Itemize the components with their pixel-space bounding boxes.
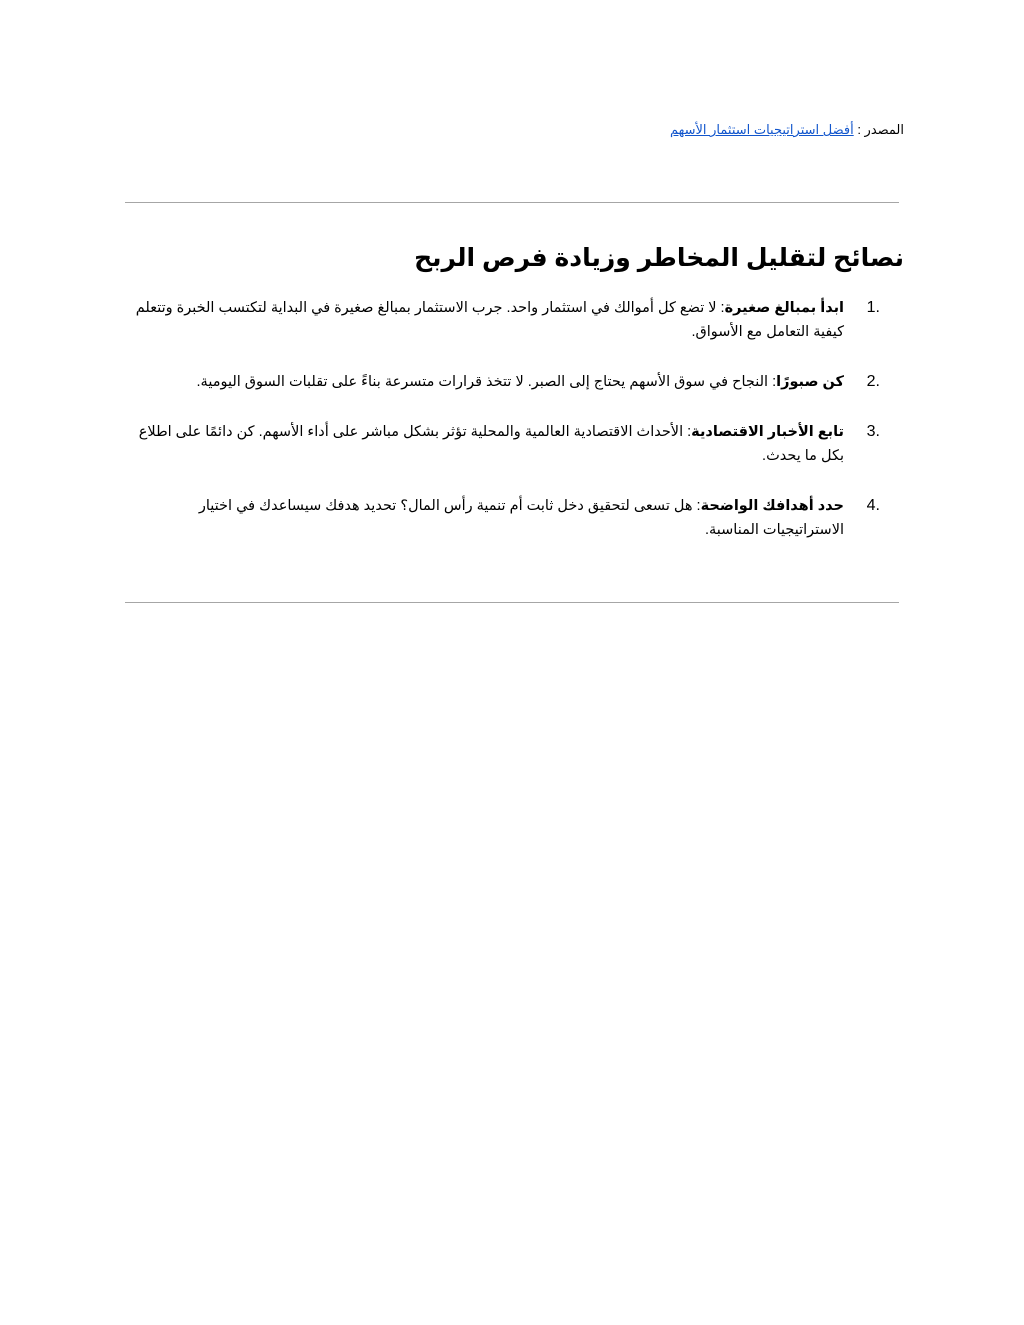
source-line xyxy=(670,121,904,139)
list-item-title: تابع الأخبار الاقتصادية xyxy=(691,424,844,440)
top-divider xyxy=(125,202,899,203)
source-label: المصدر : xyxy=(857,122,904,137)
section-heading: نصائح لتقليل المخاطر وزيادة فرص الربح xyxy=(414,244,904,272)
list-item-title: حدد أهدافك الواضحة xyxy=(700,498,844,514)
list-item-number: 2. xyxy=(866,373,880,390)
tips-list xyxy=(124,296,904,568)
list-item-title: كن صبورًا xyxy=(776,374,844,390)
list-item xyxy=(124,370,904,394)
list-item xyxy=(124,494,904,542)
list-item-title: ابدأ بمبالغ صغيرة xyxy=(724,300,844,316)
list-item-number: 3. xyxy=(866,423,880,440)
list-item-number: 1. xyxy=(866,299,880,316)
list-item-text: : الأحداث الاقتصادية العالمية والمحلية تؤثر بشكل مباشر على أداء الأسهم. كن دائمًا على اطلاع بكل ما يحدث. xyxy=(138,424,844,464)
list-item-text: : النجاح في سوق الأسهم يحتاج إلى الصبر. لا تتخذ قرارات متسرعة بناءً على تقلبات السوق اليومية. xyxy=(196,374,777,390)
list-item-text: : هل تسعى لتحقيق دخل ثابت أم تنمية رأس المال؟ تحديد هدفك سيساعدك في اختيار الاستراتيجيات المناسبة. xyxy=(198,498,844,538)
source-link[interactable]: أفضل استراتيجيات استثمار الأسهم xyxy=(669,122,854,137)
bottom-divider xyxy=(125,602,899,603)
list-item-text: : لا تضع كل أموالك في استثمار واحد. جرب الاستثمار بمبالغ صغيرة في البداية لتكتسب الخبرة وتتعلم كيفية التعامل مع الأسواق. xyxy=(135,300,844,340)
list-item-number: 4. xyxy=(866,497,880,514)
list-item xyxy=(124,296,904,344)
list-item xyxy=(124,420,904,468)
